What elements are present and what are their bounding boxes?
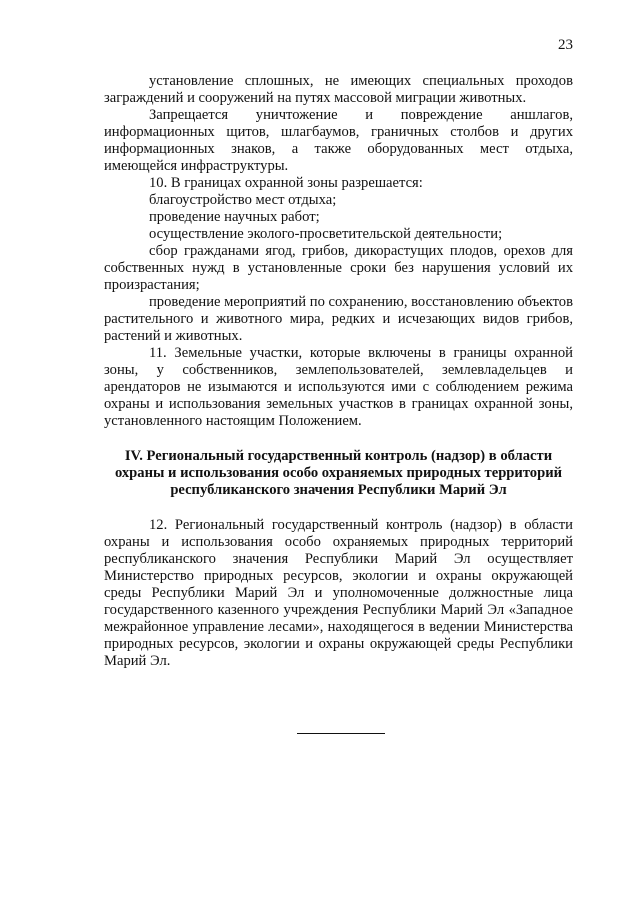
paragraph: установление сплошных, не имеющих специальных проходов заграждений и сооружений на путях массовой миграции животных. — [104, 73, 573, 106]
section-heading-line: республиканского значения Республики Марий Эл — [170, 482, 507, 498]
spacer — [104, 499, 573, 517]
paragraph: 10. В границах охранной зоны разрешается: — [149, 175, 423, 191]
document-body — [104, 73, 573, 670]
section-heading-line: охраны и использования особо охраняемых природных территорий — [114, 465, 563, 481]
list-item: сбор гражданами ягод, грибов, дикорастущих плодов, орехов для собственных нужд в установленные сроки без нарушения условий их произрастания; — [104, 243, 573, 293]
paragraph: 11. Земельные участки, которые включены в границы охранной зоны, у собственников, землепользователей, землевладельцев и арендаторов не изымаются и используются ими с соблюдением режима охраны и использования земельных участков в границах охранной зоны, установленного настоящим Положением. — [104, 345, 573, 429]
section-heading — [104, 448, 573, 499]
end-rule — [297, 733, 385, 734]
list-item: благоустройство мест отдыха; — [149, 192, 337, 208]
list-item: проведение научных работ; — [149, 209, 320, 225]
list-item: проведение мероприятий по сохранению, восстановлению объектов растительного и животного мира, редких и исчезающих видов грибов, растений и животных. — [104, 294, 573, 344]
paragraph: 12. Региональный государственный контроль (надзор) в области охраны и использования особо охраняемых природных территорий республиканского значения Республики Марий Эл осуществляет Министерство природных ресурсов, экологии и охраны окружающей среды Республики Марий Эл и уполномоченные должностные лица государственного казенного учреждения Республики Марий Эл «Западное межрайонное управление лесами», находящегося в ведении Министерства природных ресурсов, экологии и охраны окружающей среды Республики Марий Эл. — [104, 517, 573, 669]
list-item: осуществление эколого-просветительской деятельности; — [149, 226, 503, 242]
page-number: 23 — [558, 37, 573, 53]
paragraph: Запрещается уничтожение и повреждение аншлагов, информационных щитов, шлагбаумов, граничных столбов и других информационных знаков, а также оборудованных мест отдыха, имеющейся инфраструктуры. — [104, 107, 573, 174]
section-heading-line: IV. Региональный государственный контроль (надзор) в области — [124, 448, 553, 464]
